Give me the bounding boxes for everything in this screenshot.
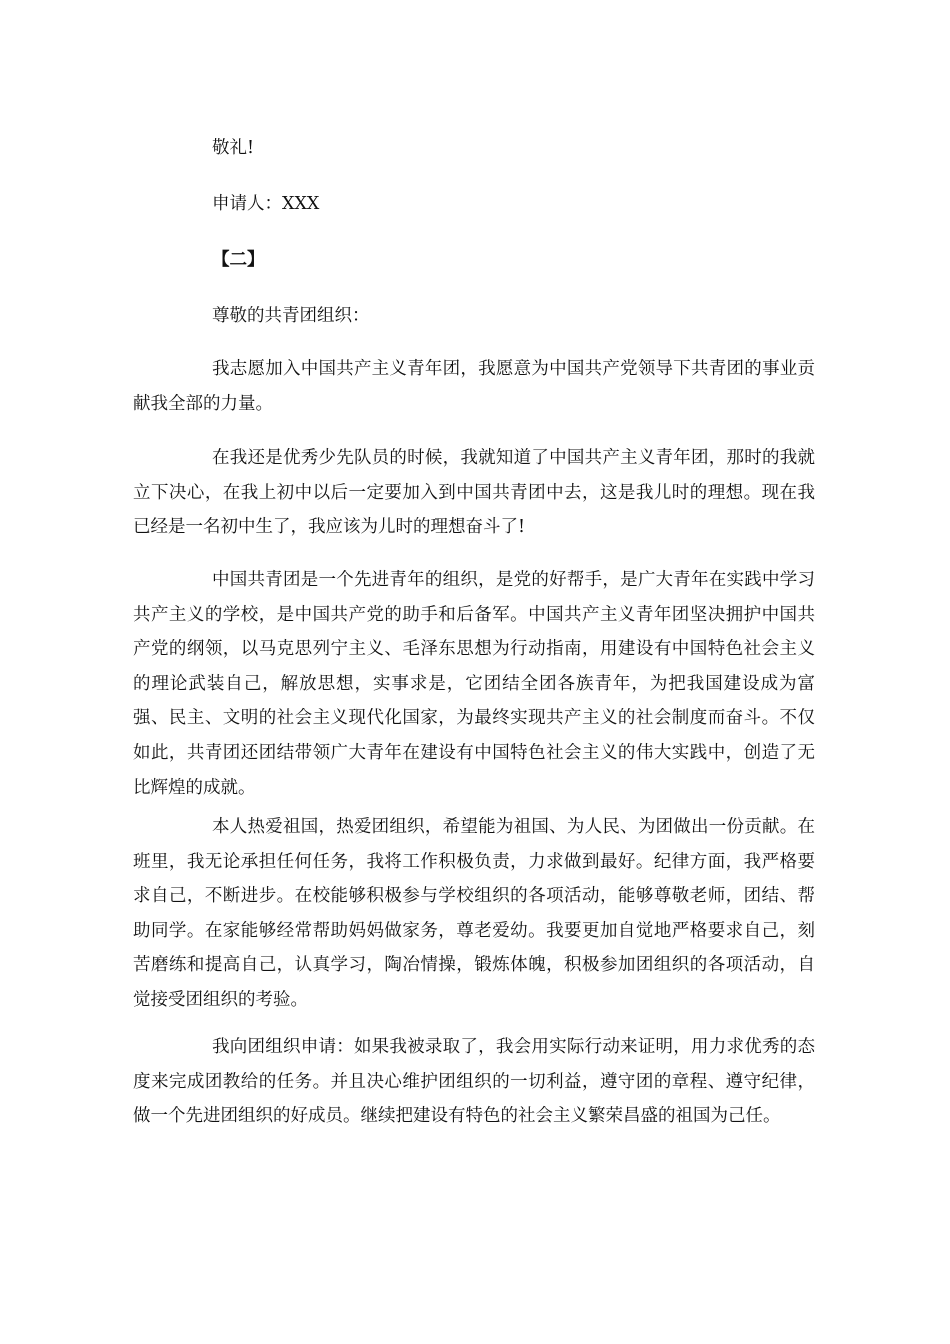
paragraph-2: 在我还是优秀少先队员的时候，我就知道了中国共产主义青年团，那时的我就立下决心，在我上初中以后一定要加入到中国共青团中去，这是我儿时的理想。现在我已经是一名初中生了，我应该为儿时的理想奋斗了! <box>133 448 815 538</box>
applicant-signature: 申请人：XXX <box>212 194 320 214</box>
salutation: 尊敬的共青团组织： <box>212 306 370 326</box>
paragraph-3: 中国共青团是一个先进青年的组织，是党的好帮手，是广大青年在实践中学习共产主义的学校，是中国共产党的助手和后备军。中国共产主义青年团坚决拥护中国共产党的纲领，以马克思列宁主义、毛泽东思想为行动指南，用建设有中国特色社会主义的理论武装自己，解放思想，实事求是，它团结全团各族青年，为把我国建设成为富强、民主、文明的社会主义现代化国家，为最终实现共产主义的社会制度而奋斗。不仅如此，共青团还团结带领广大青年在建设有中国特色社会主义的伟大实践中，创造了无比辉煌的成就。 <box>133 570 815 798</box>
closing-text: 敬礼! <box>212 138 255 158</box>
section-label: 【二】 <box>212 250 265 270</box>
paragraph-5: 我向团组织申请：如果我被录取了，我会用实际行动来证明，用力求优秀的态度来完成团教给的任务。并且决心维护团组织的一切利益，遵守团的章程、遵守纪律，做一个先进团组织的好成员。继续把建设有特色的社会主义繁荣昌盛的祖国为己任。 <box>133 1037 815 1127</box>
paragraph-4: 本人热爱祖国，热爱团组织，希望能为祖国、为人民、为团做出一份贡献。在班里，我无论承担任何任务，我将工作积极负责，力求做到最好。纪律方面，我严格要求自己，不断进步。在校能够积极参与学校组织的各项活动，能够尊敬老师，团结、帮助同学。在家能够经常帮助妈妈做家务，尊老爱幼。我要更加自觉地严格要求自己，刻苦磨练和提高自己，认真学习，陶冶情操，锻炼体魄，积极参加团组织的各项活动，自觉接受团组织的考验。 <box>133 817 815 1010</box>
paragraph-1: 我志愿加入中国共产主义青年团，我愿意为中国共产党领导下共青团的事业贡献我全部的力量。 <box>133 359 815 414</box>
